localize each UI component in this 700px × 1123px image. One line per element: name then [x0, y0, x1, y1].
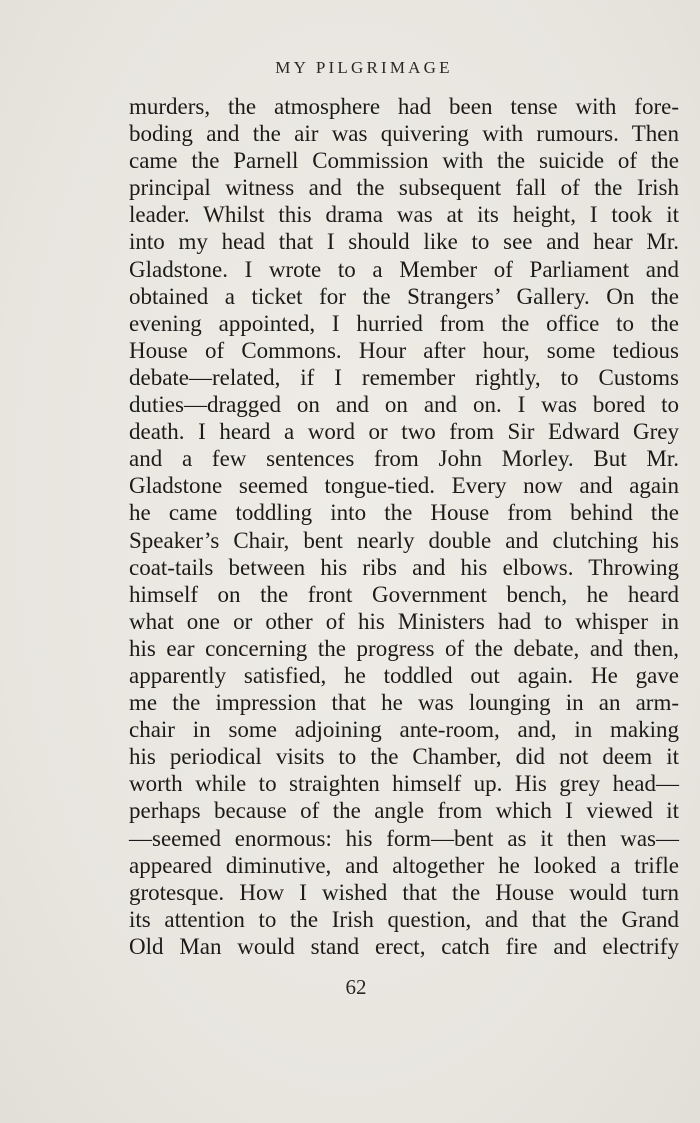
- text-line: murders, the atmosphere had been tense with fore-: [129, 94, 679, 119]
- text-line: death. I heard a word or two from Sir Edward Grey: [129, 419, 679, 445]
- text-line: chair in some adjoining ante-room, and, in making: [129, 717, 679, 743]
- text-line: his ear concerning the progress of the debate, and then,: [129, 635, 679, 661]
- text-line: Old Man would stand erect, catch fire and electrify: [129, 933, 679, 959]
- text-line: Speaker’s Chair, bent nearly double and clutching his: [129, 527, 679, 553]
- text-line: me the impression that he was lounging in an arm-: [129, 690, 679, 716]
- text-line: Gladstone seemed tongue-tied. Every now and again: [129, 473, 679, 499]
- text-line: boding and the air was quivering with rumours. Then: [129, 121, 679, 147]
- text-line: appeared diminutive, and altogether he looked a trifle: [129, 852, 679, 878]
- text-line: —seemed enormous: his form—bent as it then was—: [129, 825, 679, 851]
- text-line: debate—related, if I remember rightly, to Customs: [129, 364, 679, 390]
- text-line: perhaps because of the angle from which I viewed it: [129, 798, 679, 824]
- page-number: 62: [345, 975, 367, 999]
- text-line: came the Parnell Commission with the suicide of the: [129, 148, 679, 174]
- text-line: obtained a ticket for the Strangers’ Gallery. On the: [129, 283, 679, 309]
- text-line: what one or other of his Ministers had to whisper in: [129, 608, 679, 634]
- running-head: MY PILGRIMAGE: [275, 58, 453, 77]
- text-line: apparently satisfied, he toddled out again. He gave: [129, 662, 679, 688]
- text-line: grotesque. How I wished that the House would turn: [129, 879, 679, 905]
- text-line: into my head that I should like to see and hear Mr.: [129, 229, 679, 255]
- text-line: House of Commons. Hour after hour, some tedious: [129, 337, 679, 363]
- text-line: and a few sentences from John Morley. But Mr.: [129, 446, 679, 472]
- body-text: [129, 93, 679, 960]
- text-line: leader. Whilst this drama was at its height, I took it: [129, 202, 679, 228]
- text-line: its attention to the Irish question, and that the Grand: [129, 906, 679, 932]
- text-line: himself on the front Government bench, he heard: [129, 581, 679, 607]
- text-line: duties—dragged on and on and on. I was bored to: [129, 392, 679, 418]
- text-line: evening appointed, I hurried from the office to the: [129, 310, 679, 336]
- text-line: principal witness and the subsequent fall of the Irish: [129, 175, 679, 201]
- text-line: coat-tails between his ribs and his elbows. Throwing: [129, 554, 679, 580]
- text-line: worth while to straighten himself up. His grey head—: [129, 771, 679, 797]
- text-line: he came toddling into the House from behind the: [129, 500, 679, 526]
- text-line: Gladstone. I wrote to a Member of Parliament and: [129, 256, 679, 282]
- text-line: his periodical visits to the Chamber, did not deem it: [129, 744, 679, 770]
